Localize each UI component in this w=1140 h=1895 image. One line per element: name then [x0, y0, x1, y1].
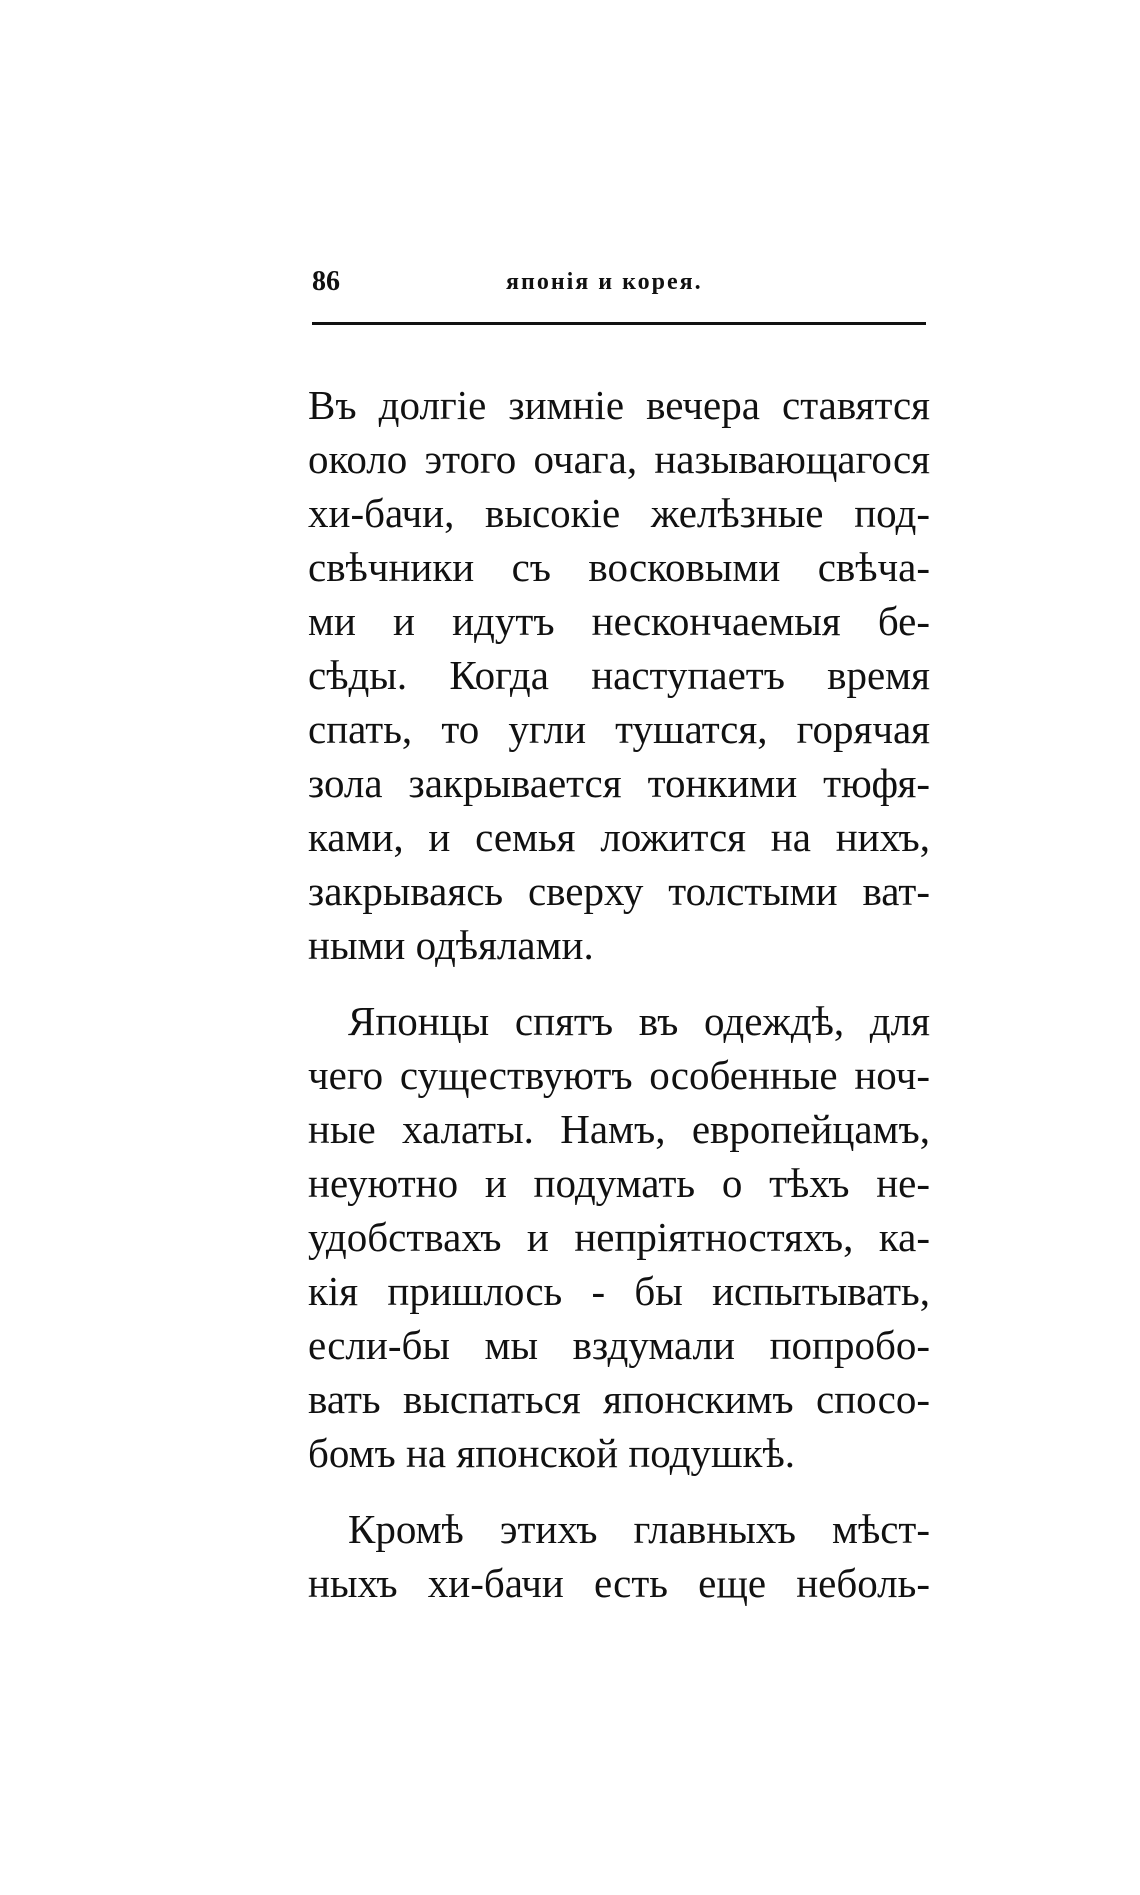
text-line: ми и идутъ нескончаемыя бе-: [308, 598, 930, 644]
text-line: около этого очага, называющагося: [308, 436, 930, 482]
text-line: закрываясь сверху толстыми ват-: [308, 868, 930, 914]
text-line: хи-бачи, высокіе желѣзные под-: [308, 490, 930, 536]
text-line: чего существуютъ особенные ноч-: [308, 1052, 930, 1098]
text-line: вать выспаться японскимъ спосо-: [308, 1376, 930, 1422]
text-line: ные халаты. Намъ, европейцамъ,: [308, 1106, 930, 1152]
text-line: сѣды. Когда наступаетъ время: [308, 652, 930, 698]
paragraph-gap: [308, 972, 930, 994]
text-line: если-бы мы вздумали попробо-: [308, 1322, 930, 1368]
text-line: Кромѣ этихъ главныхъ мѣст-: [348, 1506, 930, 1552]
text-line: неуютно и подумать о тѣхъ не-: [308, 1160, 930, 1206]
text-line: кія пришлось - бы испытывать,: [308, 1268, 930, 1314]
header-rule: [312, 322, 926, 325]
paragraph-2: [308, 994, 930, 1480]
text-line: бомъ на японской подушкѣ.: [308, 1430, 795, 1476]
text-line: спать, то угли тушатся, горячая: [308, 706, 930, 752]
paragraph-gap: [308, 1480, 930, 1502]
text-line: ками, и семья ложится на нихъ,: [308, 814, 930, 860]
text-line: ными одѣялами.: [308, 922, 594, 968]
text-line: Японцы спятъ въ одеждѣ, для: [348, 998, 930, 1044]
page-number: 86: [312, 266, 340, 297]
text-line: Въ долгіе зимніе вечера ставятся: [308, 382, 930, 428]
text-line: удобствахъ и непріятностяхъ, ка-: [308, 1214, 930, 1260]
text-line: свѣчники съ восковыми свѣча-: [308, 544, 930, 590]
running-head: [312, 262, 928, 302]
body-text: [308, 378, 930, 1610]
text-line: ныхъ хи-бачи есть еще неболь-: [308, 1560, 930, 1606]
running-title: японія и корея.: [506, 269, 703, 295]
paragraph-1: [308, 378, 930, 972]
paragraph-3: [308, 1502, 930, 1610]
text-line: зола закрывается тонкими тюфя-: [308, 760, 930, 806]
